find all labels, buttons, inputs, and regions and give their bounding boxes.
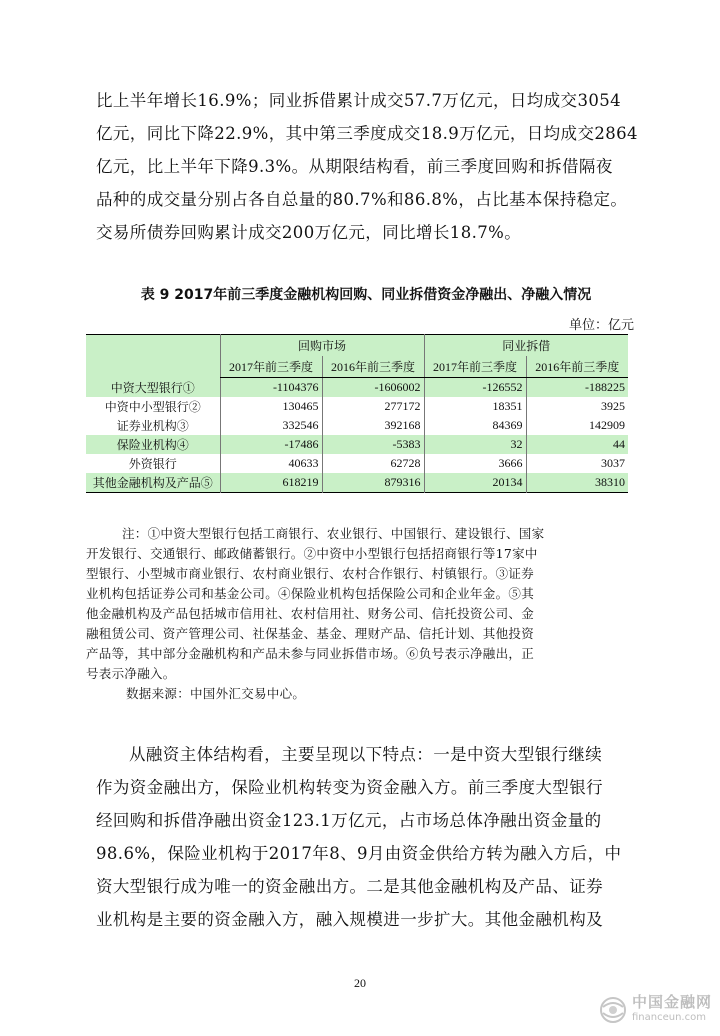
note-line: 型银行、小型城市商业银行、农村商业银行、农村合作银行、村镇银行。③证券 <box>86 566 535 581</box>
text-line: 从融资主体结构看，主要呈现以下特点：一是中资大型银行继续 <box>129 745 603 764</box>
row-label: 中资中小型银行② <box>104 400 201 414</box>
table-cell: 3037 <box>526 454 628 473</box>
group-header-repo: 回购市场 <box>220 335 424 357</box>
note-line: 融租赁公司、资产管理公司、社保基金、基金、理财产品、信托计划、其他投资 <box>86 626 535 641</box>
table-cell: -17486 <box>220 435 322 454</box>
table-row <box>86 416 628 435</box>
text-line: 资大型银行成为唯一的资金融出方。二是其他金融机构及产品、证券 <box>96 877 603 896</box>
table-cell: 142909 <box>526 416 628 435</box>
row-label: 中资大型银行① <box>86 378 220 398</box>
table-cell: 879316 <box>322 473 424 493</box>
group-header-interbank: 同业拆借 <box>424 335 628 357</box>
page-number: 20 <box>354 976 366 990</box>
table-cell: 32 <box>424 435 526 454</box>
text-line: 品种的成交量分别占各自总量的80.7%和86.8%，占比基本保持稳定。 <box>96 190 628 209</box>
table-notes <box>86 524 632 704</box>
row-label: 其他金融机构及产品⑤ <box>86 473 220 493</box>
data-source: 数据来源：中国外汇交易中心。 <box>126 686 306 701</box>
table-cell: 332546 <box>220 416 322 435</box>
note-line: 注：①中资大型银行包括工商银行、农业银行、中国银行、建设银行、国家 <box>122 526 545 541</box>
text-line: 业机构是主要的资金融入方，融入规模进一步扩大。其他金融机构及 <box>96 910 603 929</box>
table-row <box>86 473 628 493</box>
intro-paragraph <box>96 84 636 249</box>
text-line: 比上半年增长16.9%；同业拆借累计成交57.7万亿元，日均成交3054 <box>96 91 622 110</box>
text-line: 作为资金融出方，保险业机构转变为资金融入方。前三季度大型银行 <box>96 778 603 797</box>
table-row <box>86 435 628 454</box>
text-line: 亿元，同比下降22.9%，其中第三季度成交18.9万亿元，日均成交2864 <box>96 124 638 143</box>
note-line: 产品等，其中部分金融机构和产品未参与同业拆借市场。⑥负号表示净融出，正 <box>86 646 535 661</box>
period-header: 2016年前三季度 <box>322 356 424 378</box>
table-cell: 44 <box>526 435 628 454</box>
table-cell: -126552 <box>424 378 526 398</box>
table-cell: -188225 <box>526 378 628 398</box>
corner-header-cell <box>86 335 220 378</box>
watermark-url: financeun.com <box>632 1012 706 1023</box>
table-cell: 84369 <box>424 416 526 435</box>
data-table <box>86 334 628 493</box>
table-cell: 62728 <box>322 454 424 473</box>
watermark-logo <box>598 990 716 1032</box>
note-line: 他金融机构及产品包括城市信用社、农村信用社、财务公司、信托投资公司、金 <box>86 606 535 621</box>
row-label: 保险业机构④ <box>86 435 220 454</box>
table-cell: -1104376 <box>220 378 322 398</box>
text-line: 交易所债券回购累计成交200万亿元，同比增长18.7%。 <box>96 223 522 242</box>
row-label: 外资银行 <box>128 457 177 471</box>
table-cell: 18351 <box>424 397 526 416</box>
period-header: 2017年前三季度 <box>424 356 526 378</box>
watermark-name: 中国金融网 <box>632 993 713 1011</box>
text-line: 经回购和拆借净融出资金123.1万亿元，占市场总体净融出资金量的 <box>96 811 602 830</box>
table-cell: 38310 <box>526 473 628 493</box>
note-line: 号表示净融入。 <box>86 666 176 681</box>
table-header-row <box>86 335 628 357</box>
table-cell: 277172 <box>322 397 424 416</box>
table-caption: 表 9 2017年前三季度金融机构回购、同业拆借资金净融出、净融入情况 <box>140 287 592 303</box>
table-row <box>86 397 628 416</box>
period-header: 2017年前三季度 <box>220 356 322 378</box>
table-cell: 392168 <box>322 416 424 435</box>
table-cell: 3666 <box>424 454 526 473</box>
table-unit: 单位：亿元 <box>568 318 634 333</box>
table-row <box>86 378 628 398</box>
table-cell: -1606002 <box>322 378 424 398</box>
text-line: 亿元，比上半年下降9.3%。从期限结构看，前三季度回购和拆借隔夜 <box>96 157 613 176</box>
text-line: 98.6%，保险业机构于2017年8、9月由资金供给方转为融入方后，中 <box>96 844 622 863</box>
table-cell: 130465 <box>220 397 322 416</box>
globe-logo-icon <box>598 995 628 1025</box>
table-cell: 3925 <box>526 397 628 416</box>
table-row <box>86 454 628 473</box>
note-line: 开发银行、交通银行、邮政储蓄银行。②中资中小型银行包括招商银行等17家中 <box>86 546 538 561</box>
table-cell: 618219 <box>220 473 322 493</box>
period-header: 2016年前三季度 <box>526 356 628 378</box>
table-cell: 20134 <box>424 473 526 493</box>
note-line: 业机构包括证券公司和基金公司。④保险业机构包括保险公司和企业年金。⑤其 <box>86 586 535 601</box>
table-cell: 40633 <box>220 454 322 473</box>
row-label: 证券业机构③ <box>116 419 189 433</box>
body-paragraph <box>96 738 636 936</box>
table-cell: -5383 <box>322 435 424 454</box>
